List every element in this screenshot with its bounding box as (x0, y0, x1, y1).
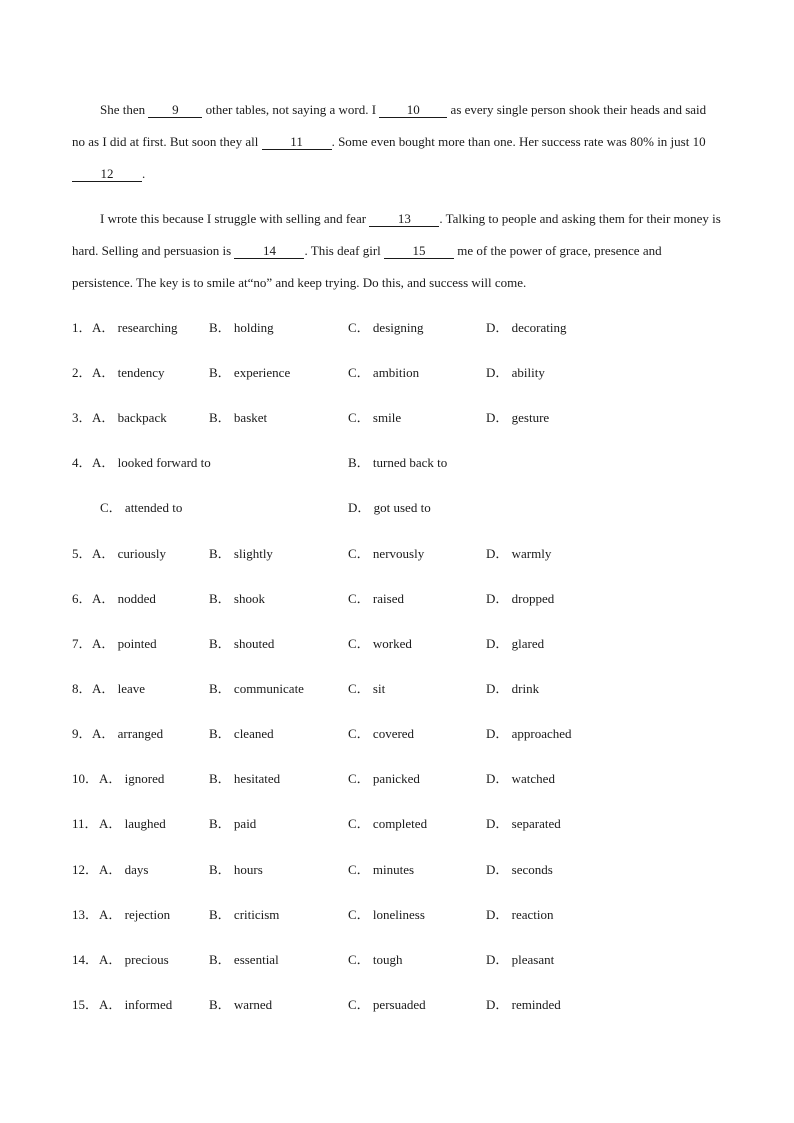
option-b[interactable]: B． hesitated (209, 771, 281, 786)
option-a[interactable]: A． laughed (99, 816, 166, 831)
question-number: 8． (72, 681, 92, 696)
option-b[interactable]: B． turned back to (348, 455, 448, 470)
question-number: 14． (72, 952, 99, 967)
option-c[interactable]: C． panicked (348, 771, 420, 786)
option-a[interactable]: A． researching (92, 320, 178, 335)
option-b[interactable]: B． basket (209, 410, 268, 425)
question-number: 10． (72, 771, 99, 786)
option-b[interactable]: B． criticism (209, 907, 280, 922)
option-c[interactable]: C． raised (348, 591, 404, 606)
question-number: 9． (72, 726, 92, 741)
option-a[interactable]: A． tendency (92, 365, 165, 380)
option-d[interactable]: D． got used to (348, 500, 431, 515)
passage-text: She then (100, 102, 149, 117)
question-number: 12． (72, 862, 99, 877)
option-b[interactable]: B． essential (209, 952, 279, 967)
option-a[interactable]: A． nodded (92, 591, 156, 606)
passage-text: me of the power of grace, presence and persistence. The key is to smile at“no” and keep trying. Do this, and success will come. (72, 243, 662, 290)
passage-text: . This deaf girl (304, 243, 385, 258)
passage-text: as every single person shook their heads and said no as I did at first. But soon they all (72, 102, 707, 149)
question-number: 7． (72, 636, 92, 651)
option-d[interactable]: D． dropped (486, 591, 555, 606)
blank-12: 12 (72, 167, 142, 182)
option-b[interactable]: B． cleaned (209, 726, 274, 741)
blank-15: 15 (384, 244, 454, 259)
option-d[interactable]: D． reaction (486, 907, 554, 922)
option-b[interactable]: B． slightly (209, 546, 273, 561)
option-d[interactable]: D． watched (486, 771, 555, 786)
option-c[interactable]: C． loneliness (348, 907, 425, 922)
passage-text: . Talking to people and asking them for their money is hard. Selling and persuasion is (72, 211, 721, 258)
question-number: 15． (72, 997, 99, 1012)
option-b[interactable]: B． experience (209, 365, 291, 380)
question-number: 4． (72, 455, 92, 470)
option-a[interactable]: A． precious (99, 952, 169, 967)
option-c[interactable]: C． ambition (348, 365, 420, 380)
option-c[interactable]: C． sit (348, 681, 386, 696)
option-a[interactable]: A． leave (92, 681, 146, 696)
passage-text: . Some even bought more than one. Her success rate was 80% in just 10 (331, 134, 706, 149)
option-d[interactable]: D． gesture (486, 410, 550, 425)
option-b[interactable]: B． communicate (209, 681, 304, 696)
option-d[interactable]: D． approached (486, 726, 572, 741)
option-c[interactable]: C． attended to (100, 500, 183, 515)
option-a[interactable]: A． ignored (99, 771, 165, 786)
option-b[interactable]: B． shook (209, 591, 265, 606)
option-b[interactable]: B． paid (209, 816, 257, 831)
question-number: 3． (72, 410, 92, 425)
passage-paragraph-2 (72, 203, 722, 299)
option-d[interactable]: D． warmly (486, 546, 552, 561)
option-d[interactable]: D． pleasant (486, 952, 555, 967)
option-a[interactable]: A． looked forward to (92, 455, 211, 470)
option-c[interactable]: C． designing (348, 320, 424, 335)
option-a[interactable]: A． pointed (92, 636, 157, 651)
passage-text: . (142, 166, 146, 181)
option-d[interactable]: D． reminded (486, 997, 561, 1012)
option-b[interactable]: B． hours (209, 862, 263, 877)
option-d[interactable]: D． drink (486, 681, 540, 696)
blank-14: 14 (234, 244, 304, 259)
option-c[interactable]: C． completed (348, 816, 428, 831)
option-a[interactable]: A． backpack (92, 410, 167, 425)
option-c[interactable]: C． nervously (348, 546, 425, 561)
option-d[interactable]: D． seconds (486, 862, 553, 877)
passage-text: I wrote this because I struggle with selling and fear (100, 211, 370, 226)
question-number: 13． (72, 907, 99, 922)
option-b[interactable]: B． holding (209, 320, 274, 335)
question-number: 2． (72, 365, 92, 380)
blank-9: 9 (148, 103, 202, 118)
question-number: 6． (72, 591, 92, 606)
option-c[interactable]: C． persuaded (348, 997, 426, 1012)
option-a[interactable]: A． arranged (92, 726, 164, 741)
blank-10: 10 (379, 103, 447, 118)
passage-text: other tables, not saying a word. I (202, 102, 380, 117)
question-number: 11． (72, 816, 98, 831)
option-a[interactable]: A． days (99, 862, 149, 877)
option-a[interactable]: A． rejection (99, 907, 171, 922)
option-d[interactable]: D． separated (486, 816, 561, 831)
option-b[interactable]: B． shouted (209, 636, 275, 651)
option-c[interactable]: C． worked (348, 636, 412, 651)
question-number: 1． (72, 320, 92, 335)
option-d[interactable]: D． glared (486, 636, 545, 651)
option-c[interactable]: C． smile (348, 410, 402, 425)
option-c[interactable]: C． minutes (348, 862, 415, 877)
passage-paragraph-1 (72, 94, 722, 190)
option-c[interactable]: C． covered (348, 726, 415, 741)
option-d[interactable]: D． decorating (486, 320, 567, 335)
option-a[interactable]: A． informed (99, 997, 173, 1012)
blank-11: 11 (262, 135, 332, 150)
question-number: 5． (72, 546, 92, 561)
option-a[interactable]: A． curiously (92, 546, 167, 561)
option-d[interactable]: D． ability (486, 365, 545, 380)
option-b[interactable]: B． warned (209, 997, 273, 1012)
option-c[interactable]: C． tough (348, 952, 403, 967)
blank-13: 13 (369, 212, 439, 227)
